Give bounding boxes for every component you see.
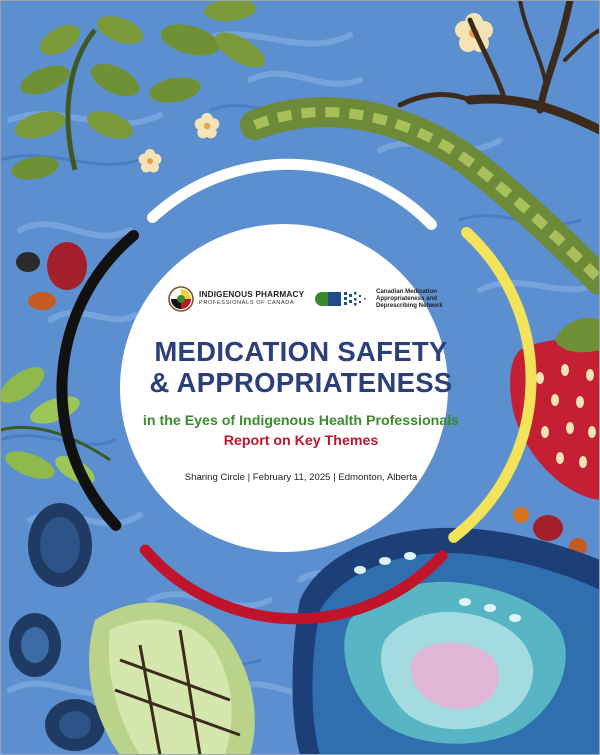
report-subtitle-key-themes: Report on Key Themes: [223, 433, 379, 449]
report-title-line2: & APPROPRIATENESS: [149, 367, 453, 398]
event-details: Sharing Circle | February 11, 2025 | Edmonton, Alberta: [184, 472, 418, 483]
ipp-logo: [168, 286, 304, 312]
ipp-logo-subtitle: PROFESSIONALS OF CANADA: [199, 300, 295, 307]
logo-row: [168, 284, 443, 316]
report-subtitle: in the Eyes of Indigenous Health Professionals: [142, 413, 460, 429]
report-title-line1: MEDICATION SAFETY: [154, 336, 448, 367]
cmadn-logo: [314, 288, 456, 309]
cmadn-logo-line1: Canadian Medication: [376, 288, 437, 295]
abalone-shell: [293, 528, 600, 755]
pill-capsule-icon: [314, 289, 372, 309]
medicine-wheel-icon: [168, 286, 194, 312]
ipp-logo-name: INDIGENOUS PHARMACY: [199, 290, 305, 300]
cmadn-logo-line3: Deprescribing Network: [376, 302, 443, 309]
cmadn-logo-line2: Appropriateness and: [376, 295, 437, 302]
